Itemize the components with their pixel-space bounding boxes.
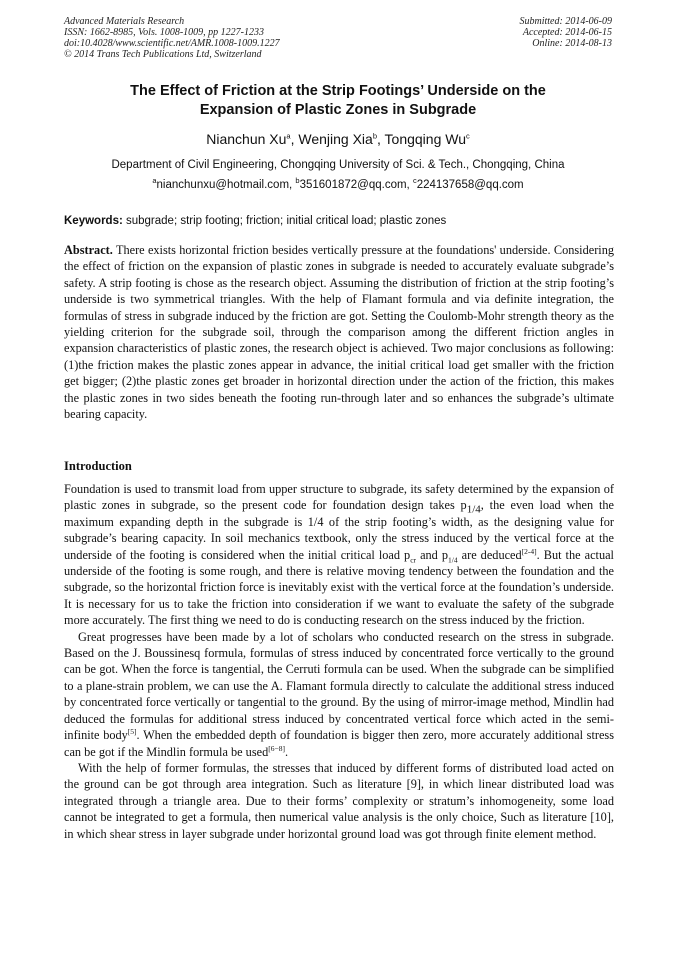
journal-info: [64, 16, 280, 60]
text-run: and p: [416, 547, 449, 562]
subscript: 1/4: [466, 503, 481, 516]
author-name: Nianchun Xu: [206, 131, 287, 147]
text-run: Great progresses have been made by a lot of scholars who conducted research on the stress in subgrade. Based on the J. Boussinesq formula, formulas of stress induced by concentrated force vertically to the ground can be got. When the force is tangential, the Cerruti formula can be used. When the subgrade can be simplified to a plane-strain problem, we can use the A. Flamant formula directly to calculate the additional stress induced by concentrated force vertically or tangential to the ground. By the using of mirror-image method, Mindlin had deduced the formulas for additional stress induced by concentrated vertical force which acted in the semi-infinite body: [64, 629, 614, 743]
citation: [5]: [127, 727, 137, 736]
paragraph: With the help of former formulas, the stresses that induced by different forms of distributed load acted on the ground can be got through area integration. Such as literature [9], in which linear distributed load was integrated through a triangle area. Due to their forms’ complexity or stratum’s inhomogeneity, some load cannot be integrated to get a formula, then numerical value analysis is the only choice, Such as literature [10], in which shear stress in layer subgrade under horizontal ground load was got through finite element method.: [64, 760, 614, 841]
author-name: Tongqing Wu: [384, 131, 466, 147]
title-line-2: Expansion of Plastic Zones in Subgrade: [199, 102, 477, 118]
text-run: are deduced: [457, 547, 522, 562]
online-date: Online: 2014-08-13: [532, 38, 612, 49]
author-affil-mark: b: [372, 131, 377, 141]
email-mark: a: [152, 176, 157, 186]
paper-title: [64, 82, 612, 120]
text-run: , the even load when the maximum expanding depth in the subgrade is 1/4 of the strip footing’s width, as the designing value for subgrade’s bearing capacity. In soil mechanics textbook, only the stress induced by the vertical force at the underside of the footing is considered when the initial critical load p: [64, 498, 614, 562]
keywords-text: subgrade; strip footing; friction; initial critical load; plastic zones: [126, 215, 447, 227]
issn-line: ISSN: 1662-8985, Vols. 1008-1009, pp 1227-1233: [64, 27, 264, 38]
introduction-body: [64, 481, 614, 842]
email-list: $^a$nianchunxu@hotmail.com, $^b$351601872@qq.com, $^c$224137658@qq.com: [152, 176, 524, 191]
text-run: . When the embedded depth of foundation is bigger then zero, more accurately additional stress can be got if the Mindlin formula be used: [64, 728, 614, 759]
abstract: [64, 242, 614, 422]
text-run: . But the actual underside of the footing is some rough, and there is relative moving tendency between the foundation and the subgrade, so the horizontal friction force is inevitably exist with the vertical force at the foundation’s underside. It is necessary for us to take the friction into consideration if we want to evaluate the safety of the subgrade more accurately. The first thing we need to do is conducting research on the stress induced by the friction.: [64, 547, 614, 628]
author-email: nianchunxu@hotmail.com: [156, 179, 290, 191]
author-email: 224137658@qq.com: [416, 179, 524, 191]
email-mark: b: [295, 176, 300, 186]
author-name: Wenjing Xia: [298, 131, 373, 147]
affiliation: Department of Civil Engineering, Chongqing University of Sci. & Tech., Chongqing, China: [111, 159, 565, 171]
journal-name: Advanced Materials Research: [64, 16, 185, 27]
title-line-1: The Effect of Friction at the Strip Footings’ Underside on the: [130, 83, 546, 99]
paragraph: [64, 629, 614, 760]
section-heading-introduction: Introduction: [64, 459, 132, 473]
citation: [2-4]: [521, 546, 537, 556]
submitted-date: Submitted: 2014-06-09: [519, 16, 612, 27]
abstract-label: Abstract.: [64, 243, 113, 257]
email-mark: c: [412, 176, 417, 186]
text-run: Foundation is used to transmit load from upper structure to subgrade, its safety determined by the expansion of plastic zones in subgrade, so the present code for foundation design takes p: [64, 482, 614, 513]
citation: [6−8]: [268, 743, 285, 753]
author-list: Nianchun Xu$^a$, Wenjing Xia$^b$, Tongqing Wu$^c$: [206, 131, 470, 147]
text-run: .: [284, 744, 289, 759]
abstract-text: There exists horizontal friction besides vertically pressure at the foundations' underside. Considering the effect of friction on the expansion of plastic zones in subgrade is needed to accurately evaluate subgrade’s safety. A strip footing is chose as the research object. Assuming the distribution of friction at the strip footing’s underside is two symmetrical triangles. With the help of Flamant formula and via definite integration, the formulas of stress in subgrade induced by the friction are got. Setting the Coulomb-Mohr strength theory as the yielding criterion for the subgrade soil, through the comparison among the different friction angles in expansion characteristics of plastic zones, the research object is achieved. Two major conclusions as following: (1)the friction makes the plastic zones appear in advance, the initial critical load get smaller with the friction get bigger; (2)the plastic zones get broader in horizontal direction under the action of the friction, this makes the plastic zones in two sides beneath the footing run-through later and so enhances the subgrade’s ultimate bearing capacity.: [64, 243, 614, 422]
subscript: 1/4: [448, 555, 458, 565]
author-affil-mark: a: [286, 131, 291, 141]
accepted-date: Accepted: 2014-06-15: [522, 27, 612, 38]
keywords-label: Keywords:: [64, 215, 123, 227]
subscript: cr: [410, 555, 417, 565]
keywords: [64, 214, 612, 228]
author-affil-mark: c: [466, 131, 470, 141]
author-email: 351601872@qq.com: [299, 179, 407, 191]
paragraph: [64, 481, 614, 629]
submission-dates: [520, 16, 613, 49]
doi-line: doi:10.4028/www.scientific.net/AMR.1008-1009.1227: [64, 38, 280, 49]
copyright-line: © 2014 Trans Tech Publications Ltd, Switzerland: [64, 49, 262, 60]
